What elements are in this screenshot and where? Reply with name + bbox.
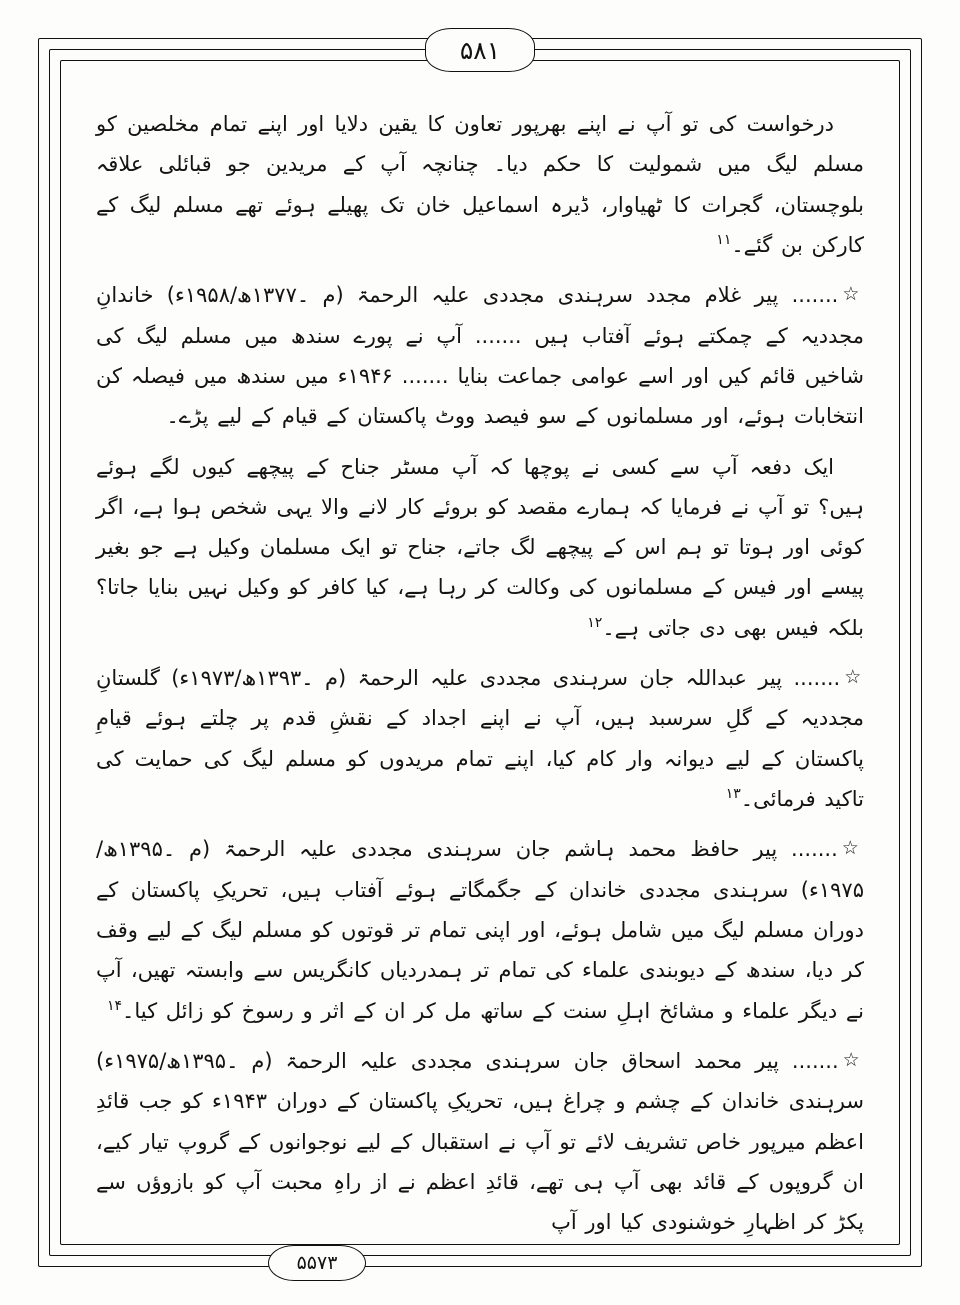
paragraph bbox=[96, 447, 864, 649]
paragraph-text: ....... پیر محمد اسحاق جان سرہندی مجددی علیہ الرحمۃ (م ۔۱۳۹۵ھ/۱۹۷۵ء) سرہندی خاندان کے چشم و چراغ ہیں، تحریکِ پاکستان کے دوران ۱۹۴۳ء کو جب قائدِ اعظم میرپور خاص تشریف لائے تو آپ نے استقبال کے لیے نوجوانوں کے گروپ تیار کیے، ان گروپوں کے قائد بھی آپ ہی تھے، قائدِ اعظم نے از راہِ محبت آپ کو بازوؤں سے پکڑ کر اظہارِ خوشنودی کیا اور آپ bbox=[96, 1048, 864, 1235]
footnote-mark: ۱۴ bbox=[106, 997, 123, 1014]
paragraph bbox=[96, 1041, 864, 1243]
footnote-mark: ۱۱ bbox=[716, 231, 732, 248]
paragraph bbox=[96, 658, 864, 819]
star-bullet-icon: ☆ bbox=[842, 283, 864, 306]
paragraph-text: ....... پیر عبداللہ جان سرہندی مجددی علیہ الرحمۃ (م ۔۱۳۹۳ھ/۱۹۷۳ء) گلستانِ مجددیہ کے گلِ سرسبد ہیں، آپ نے اپنے اجداد کے نقشِ قدم پر چلتے ہوئے قیامِ پاکستان کے لیے دیوانہ وار کام کیا، اپنے تمام مریدوں کو مسلم لیگ کی حمایت کی تاکید فرمائی۔ bbox=[96, 666, 864, 811]
paragraph bbox=[96, 104, 864, 265]
footnote-mark: ۱۲ bbox=[587, 614, 603, 631]
page-body-text bbox=[96, 104, 864, 1235]
page-number-bottom: ۵۵۷۳ bbox=[268, 1245, 366, 1281]
paragraph-text: درخواست کی تو آپ نے اپنے بھرپور تعاون کا یقین دلایا اور اپنے تمام مخلصین کو مسلم لیگ میں شمولیت کا حکم دیا۔ چنانچہ آپ کے مریدین جو قبائلی علاقہ بلوچستان، گجرات کا ٹھیاوار، ڈیرہ اسماعیل خان تک پھیلے ہوئے تھے مسلم لیگ کے کارکن بن گئے۔ bbox=[96, 112, 864, 257]
page-number-top: ۵۸۱ bbox=[425, 28, 535, 72]
star-bullet-icon: ☆ bbox=[844, 666, 864, 689]
paragraph-text: ....... پیر غلام مجدد سرہندی مجددی علیہ الرحمۃ (م ۔۱۳۷۷ھ/۱۹۵۸ء) خاندانِ مجددیہ کے چمکتے ہوئے آفتاب ہیں ....... آپ نے پورے سندھ میں مسلم لیگ کی شاخیں قائم کیں اور اسے عوامی جماعت بنایا ....... ۱۹۴۶ء میں سندھ میں فیصلہ کن انتخابات ہوئے، اور مسلمانوں کے سو فیصد ووٹ پاکستان کے قیام کے لیے پڑے۔ bbox=[96, 283, 864, 429]
paragraph bbox=[96, 829, 864, 1031]
paragraph-text: ایک دفعہ آپ سے کسی نے پوچھا کہ آپ مسٹر جناح کے پیچھے کیوں لگے ہوئے ہیں؟ تو آپ نے فرمایا کہ ہمارے مقصد کو بروئے کار لانے والا یہی شخص ہوا ہے، اگر کوئی اور ہوتا تو ہم اس کے پیچھے لگ جاتے، جناح تو ایک مسلمان وکیل ہے جو بغیر پیسے اور فیس کے مسلمانوں کی وکالت کر رہا ہے، کیا کافر کو وکیل نہیں بنایا جاتا؟ بلکہ فیس بھی دی جاتی ہے۔ bbox=[96, 454, 864, 640]
paragraph-text: ....... پیر حافظ محمد ہاشم جان سرہندی مجددی علیہ الرحمۃ (م ۔۱۳۹۵ھ/۱۹۷۵ء) سرہندی مجددی خاندان کے جگمگاتے ہوئے آفتاب ہیں، تحریکِ پاکستان کے دوران مسلم لیگ میں شامل ہوئے، اور اپنی تمام تر قوتوں کو مسلم لیگ کے لیے وقف کر دیا، سندھ کے دیوبندی علماء کی تمام تر ہمدردیاں کانگریس سے وابستہ تھیں، آپ نے دیگر علماء و مشائخ اہلِ سنت کے ساتھ مل کر ان کے اثر و رسوخ کو زائل کیا۔ bbox=[96, 837, 864, 1023]
star-bullet-icon: ☆ bbox=[842, 1048, 864, 1071]
paragraph bbox=[96, 275, 864, 436]
star-bullet-icon: ☆ bbox=[841, 837, 864, 860]
footnote-mark: ۱۳ bbox=[725, 786, 741, 802]
